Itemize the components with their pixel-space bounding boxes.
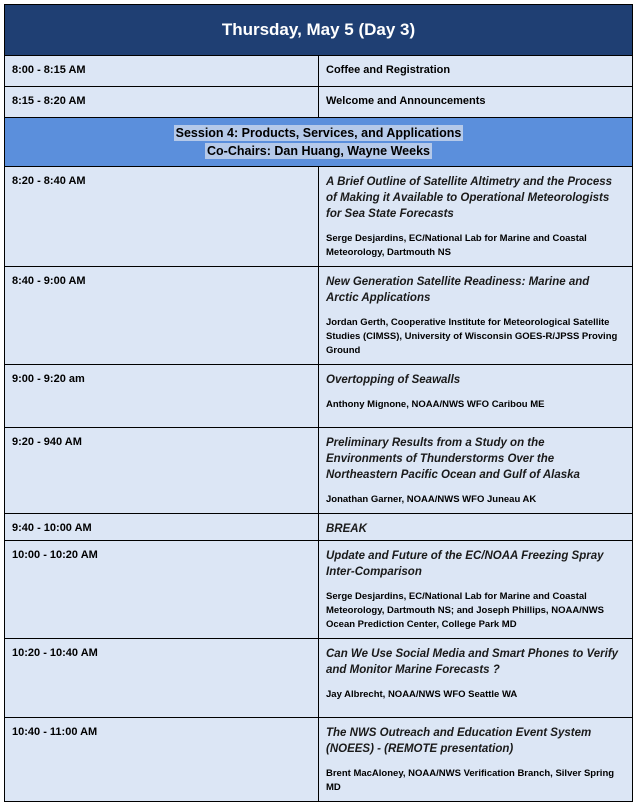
talk-cell xyxy=(319,365,633,428)
speaker-info: Anthony Mignone, NOAA/NWS WFO Caribou ME xyxy=(326,399,545,410)
break-label: BREAK xyxy=(326,523,367,535)
table-row xyxy=(5,87,633,118)
talk-title: Can We Use Social Media and Smart Phones to Verify and Monitor Marine Forecasts ? xyxy=(326,648,619,676)
table-row xyxy=(5,365,633,428)
talk-title: Preliminary Results from a Study on the Environments of Thunderstorms Over the Northeastern Pacific Ocean and Gulf of Alaska xyxy=(326,437,580,481)
talk-title: Overtopping of Seawalls xyxy=(326,374,461,386)
time-cell: 9:00 - 9:20 am xyxy=(5,365,319,428)
day-title: Thursday, May 5 (Day 3) xyxy=(5,5,633,56)
description-cell: Coffee and Registration xyxy=(319,56,633,87)
table-row xyxy=(5,514,633,541)
speaker-info: Jay Albrecht, NOAA/NWS WFO Seattle WA xyxy=(326,689,518,700)
speaker-info: Brent MacAloney, NOAA/NWS Verification Branch, Silver Spring MD xyxy=(326,768,615,793)
talk-cell xyxy=(319,267,633,365)
day-header-row xyxy=(5,5,633,56)
time-cell: 9:20 - 940 AM xyxy=(5,428,319,514)
time-cell: 9:40 - 10:00 AM xyxy=(5,514,319,541)
speaker-info: Jordan Gerth, Cooperative Institute for Meteorological Satellite Studies (CIMSS), University of Wisconsin GOES-R/JPSS Proving Ground xyxy=(326,317,618,356)
talk-cell xyxy=(319,167,633,267)
talk-cell xyxy=(319,541,633,639)
table-row xyxy=(5,639,633,718)
time-cell: 10:40 - 11:00 AM xyxy=(5,718,319,802)
table-row xyxy=(5,541,633,639)
table-row xyxy=(5,56,633,87)
session-header xyxy=(5,118,633,167)
table-row xyxy=(5,428,633,514)
agenda-table xyxy=(4,4,633,802)
break-cell xyxy=(319,514,633,541)
talk-title: Update and Future of the EC/NOAA Freezing Spray Inter-Comparison xyxy=(326,550,604,578)
talk-title: A Brief Outline of Satellite Altimetry and the Process of Making it Available to Operational Meteorologists for Sea State Forecasts xyxy=(326,176,613,220)
talk-cell xyxy=(319,718,633,802)
time-cell: 10:00 - 10:20 AM xyxy=(5,541,319,639)
table-row xyxy=(5,167,633,267)
time-cell: 10:20 - 10:40 AM xyxy=(5,639,319,718)
speaker-info: Serge Desjardins, EC/National Lab for Marine and Coastal Meteorology, Dartmouth NS xyxy=(326,233,587,258)
talk-title: The NWS Outreach and Education Event System (NOEES) - (REMOTE presentation) xyxy=(326,727,592,755)
speaker-info: Serge Desjardins, EC/National Lab for Marine and Coastal Meteorology, Dartmouth NS; and Joseph Phillips, NOAA/NWS Ocean Prediction Center, College Park MD xyxy=(326,591,604,630)
talk-title: New Generation Satellite Readiness: Marine and Arctic Applications xyxy=(326,276,590,304)
time-cell: 8:00 - 8:15 AM xyxy=(5,56,319,87)
table-row xyxy=(5,267,633,365)
description-cell: Welcome and Announcements xyxy=(319,87,633,118)
table-row xyxy=(5,718,633,802)
talk-cell xyxy=(319,639,633,718)
session-title: Session 4: Products, Services, and Applications xyxy=(175,126,462,140)
speaker-info: Jonathan Garner, NOAA/NWS WFO Juneau AK xyxy=(326,494,537,505)
time-cell: 8:15 - 8:20 AM xyxy=(5,87,319,118)
time-cell: 8:40 - 9:00 AM xyxy=(5,267,319,365)
talk-cell xyxy=(319,428,633,514)
session-chairs: Co-Chairs: Dan Huang, Wayne Weeks xyxy=(207,144,430,158)
session-header-row xyxy=(5,118,633,167)
time-cell: 8:20 - 8:40 AM xyxy=(5,167,319,267)
